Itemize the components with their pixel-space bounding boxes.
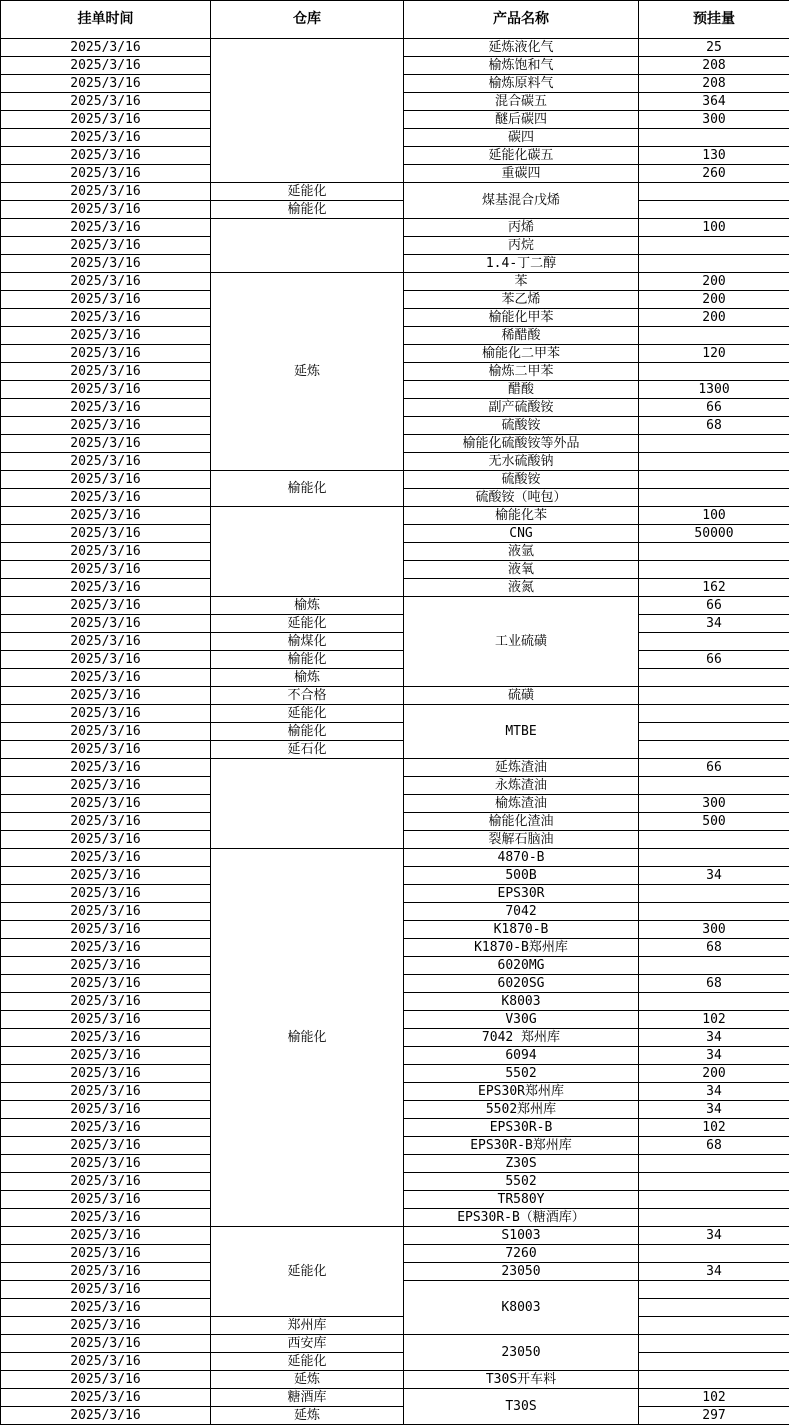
qty-cell (639, 1281, 789, 1299)
product-cell: K8003 (404, 1281, 639, 1335)
date-cell: 2025/3/16 (1, 1389, 211, 1407)
date-cell: 2025/3/16 (1, 489, 211, 507)
qty-cell (639, 255, 789, 273)
date-cell: 2025/3/16 (1, 237, 211, 255)
qty-cell: 25 (639, 39, 789, 57)
product-cell: EPS30R (404, 885, 639, 903)
qty-cell (639, 903, 789, 921)
date-cell: 2025/3/16 (1, 705, 211, 723)
qty-cell (639, 363, 789, 381)
date-cell: 2025/3/16 (1, 453, 211, 471)
warehouse-cell: 榆能化 (211, 201, 404, 219)
qty-cell: 100 (639, 219, 789, 237)
date-cell: 2025/3/16 (1, 345, 211, 363)
qty-cell (639, 1299, 789, 1317)
warehouse-cell: 延炼 (211, 1371, 404, 1389)
qty-cell: 297 (639, 1407, 789, 1425)
qty-cell (639, 669, 789, 687)
table-row (1, 1335, 789, 1353)
table-row (1, 651, 789, 669)
qty-cell: 66 (639, 651, 789, 669)
table-row (1, 687, 789, 705)
warehouse-cell (211, 39, 404, 183)
date-cell: 2025/3/16 (1, 1047, 211, 1065)
date-cell: 2025/3/16 (1, 903, 211, 921)
product-cell: EPS30R郑州库 (404, 1083, 639, 1101)
table-body (1, 39, 789, 1425)
qty-cell (639, 885, 789, 903)
date-cell: 2025/3/16 (1, 1263, 211, 1281)
product-cell: S1003 (404, 1227, 639, 1245)
product-cell: 副产硫酸铵 (404, 399, 639, 417)
product-cell: 7042 郑州库 (404, 1029, 639, 1047)
product-cell: K8003 (404, 993, 639, 1011)
table-row (1, 1227, 789, 1245)
date-cell: 2025/3/16 (1, 777, 211, 795)
product-cell: 苯乙烯 (404, 291, 639, 309)
table-row (1, 759, 789, 777)
qty-cell: 66 (639, 399, 789, 417)
qty-cell (639, 201, 789, 219)
qty-cell: 300 (639, 795, 789, 813)
qty-cell (639, 561, 789, 579)
qty-cell: 34 (639, 1263, 789, 1281)
qty-cell (639, 723, 789, 741)
product-cell: EPS30R-B（糖酒库） (404, 1209, 639, 1227)
table-row (1, 1389, 789, 1407)
date-cell: 2025/3/16 (1, 1119, 211, 1137)
date-cell: 2025/3/16 (1, 885, 211, 903)
qty-cell: 34 (639, 867, 789, 885)
qty-cell: 200 (639, 273, 789, 291)
product-cell: 硫酸铵 (404, 417, 639, 435)
date-cell: 2025/3/16 (1, 147, 211, 165)
warehouse-cell: 郑州库 (211, 1317, 404, 1335)
warehouse-cell: 糖酒库 (211, 1389, 404, 1407)
qty-cell: 68 (639, 939, 789, 957)
header-warehouse: 仓库 (211, 1, 404, 39)
table-row (1, 633, 789, 651)
qty-cell (639, 993, 789, 1011)
product-cell: 混合碳五 (404, 93, 639, 111)
qty-cell: 66 (639, 759, 789, 777)
date-cell: 2025/3/16 (1, 1227, 211, 1245)
product-cell: Z30S (404, 1155, 639, 1173)
warehouse-cell (211, 759, 404, 849)
warehouse-cell: 延能化 (211, 1353, 404, 1371)
warehouse-cell: 延能化 (211, 705, 404, 723)
qty-cell (639, 489, 789, 507)
qty-cell (639, 957, 789, 975)
date-cell: 2025/3/16 (1, 1191, 211, 1209)
date-cell: 2025/3/16 (1, 939, 211, 957)
product-cell: 榆能化硫酸铵等外品 (404, 435, 639, 453)
qty-cell: 34 (639, 1101, 789, 1119)
product-cell: 永炼渣油 (404, 777, 639, 795)
product-cell: 榆炼原料气 (404, 75, 639, 93)
qty-cell: 208 (639, 57, 789, 75)
table-row (1, 1407, 789, 1425)
table-row (1, 723, 789, 741)
product-cell: 工业硫磺 (404, 597, 639, 687)
warehouse-cell: 延能化 (211, 615, 404, 633)
qty-cell: 102 (639, 1119, 789, 1137)
qty-cell: 100 (639, 507, 789, 525)
warehouse-cell: 不合格 (211, 687, 404, 705)
warehouse-cell: 榆煤化 (211, 633, 404, 651)
product-cell: EPS30R-B (404, 1119, 639, 1137)
date-cell: 2025/3/16 (1, 525, 211, 543)
date-cell: 2025/3/16 (1, 849, 211, 867)
table-row (1, 273, 789, 291)
product-cell: 榆炼饱和气 (404, 57, 639, 75)
header-product: 产品名称 (404, 1, 639, 39)
product-cell: 重碳四 (404, 165, 639, 183)
product-cell: 5502 (404, 1173, 639, 1191)
product-cell: 苯 (404, 273, 639, 291)
product-cell: 丙烷 (404, 237, 639, 255)
qty-cell (639, 471, 789, 489)
date-cell: 2025/3/16 (1, 1335, 211, 1353)
qty-cell: 208 (639, 75, 789, 93)
date-cell: 2025/3/16 (1, 417, 211, 435)
date-cell: 2025/3/16 (1, 39, 211, 57)
product-cell: 榆能化甲苯 (404, 309, 639, 327)
date-cell: 2025/3/16 (1, 993, 211, 1011)
product-cell: 榆炼二甲苯 (404, 363, 639, 381)
product-cell: 6094 (404, 1047, 639, 1065)
table-row (1, 471, 789, 489)
date-cell: 2025/3/16 (1, 75, 211, 93)
date-cell: 2025/3/16 (1, 579, 211, 597)
qty-cell: 500 (639, 813, 789, 831)
date-cell: 2025/3/16 (1, 1317, 211, 1335)
qty-cell (639, 1209, 789, 1227)
date-cell: 2025/3/16 (1, 867, 211, 885)
table-row (1, 705, 789, 723)
qty-cell: 300 (639, 921, 789, 939)
header-row (1, 1, 789, 39)
warehouse-cell (211, 507, 404, 597)
qty-cell: 34 (639, 1029, 789, 1047)
qty-cell: 120 (639, 345, 789, 363)
date-cell: 2025/3/16 (1, 687, 211, 705)
product-cell: 煤基混合戊烯 (404, 183, 639, 219)
date-cell: 2025/3/16 (1, 435, 211, 453)
date-cell: 2025/3/16 (1, 1155, 211, 1173)
product-cell: 23050 (404, 1263, 639, 1281)
product-cell: K1870-B (404, 921, 639, 939)
date-cell: 2025/3/16 (1, 471, 211, 489)
qty-cell: 50000 (639, 525, 789, 543)
date-cell: 2025/3/16 (1, 1101, 211, 1119)
table-row (1, 849, 789, 867)
date-cell: 2025/3/16 (1, 1137, 211, 1155)
table-row (1, 1353, 789, 1371)
product-cell: 醋酸 (404, 381, 639, 399)
date-cell: 2025/3/16 (1, 759, 211, 777)
product-cell: 榆能化二甲苯 (404, 345, 639, 363)
table-row (1, 1317, 789, 1335)
product-cell: 1.4-丁二醇 (404, 255, 639, 273)
table-row (1, 201, 789, 219)
qty-cell (639, 687, 789, 705)
product-cell: 5502郑州库 (404, 1101, 639, 1119)
product-cell: 7042 (404, 903, 639, 921)
product-cell: 液氩 (404, 543, 639, 561)
warehouse-cell: 延能化 (211, 1227, 404, 1317)
date-cell: 2025/3/16 (1, 1353, 211, 1371)
product-cell: 4870-B (404, 849, 639, 867)
qty-cell (639, 237, 789, 255)
qty-cell: 200 (639, 1065, 789, 1083)
warehouse-cell: 榆炼 (211, 597, 404, 615)
table-row (1, 1371, 789, 1389)
date-cell: 2025/3/16 (1, 1011, 211, 1029)
date-cell: 2025/3/16 (1, 741, 211, 759)
table-row (1, 507, 789, 525)
date-cell: 2025/3/16 (1, 291, 211, 309)
qty-cell (639, 849, 789, 867)
date-cell: 2025/3/16 (1, 363, 211, 381)
product-cell: 裂解石脑油 (404, 831, 639, 849)
date-cell: 2025/3/16 (1, 1371, 211, 1389)
product-cell: 无水硫酸钠 (404, 453, 639, 471)
qty-cell: 68 (639, 975, 789, 993)
product-cell: K1870-B郑州库 (404, 939, 639, 957)
qty-cell (639, 327, 789, 345)
date-cell: 2025/3/16 (1, 543, 211, 561)
product-cell: 500B (404, 867, 639, 885)
warehouse-cell: 西安库 (211, 1335, 404, 1353)
header-qty: 预挂量 (639, 1, 789, 39)
qty-cell (639, 777, 789, 795)
header-date: 挂单时间 (1, 1, 211, 39)
qty-cell (639, 435, 789, 453)
qty-cell (639, 741, 789, 759)
product-cell: V30G (404, 1011, 639, 1029)
date-cell: 2025/3/16 (1, 327, 211, 345)
date-cell: 2025/3/16 (1, 129, 211, 147)
product-cell: 液氮 (404, 579, 639, 597)
qty-cell (639, 1155, 789, 1173)
product-cell: 23050 (404, 1335, 639, 1371)
warehouse-cell: 榆能化 (211, 723, 404, 741)
date-cell: 2025/3/16 (1, 201, 211, 219)
date-cell: 2025/3/16 (1, 309, 211, 327)
product-cell: 榆能化渣油 (404, 813, 639, 831)
date-cell: 2025/3/16 (1, 57, 211, 75)
date-cell: 2025/3/16 (1, 1209, 211, 1227)
qty-cell: 102 (639, 1011, 789, 1029)
product-cell: T30S开车料 (404, 1371, 639, 1389)
date-cell: 2025/3/16 (1, 255, 211, 273)
table-row (1, 669, 789, 687)
date-cell: 2025/3/16 (1, 723, 211, 741)
qty-cell: 162 (639, 579, 789, 597)
table-row (1, 615, 789, 633)
product-cell: 延能化碳五 (404, 147, 639, 165)
qty-cell (639, 129, 789, 147)
date-cell: 2025/3/16 (1, 975, 211, 993)
date-cell: 2025/3/16 (1, 183, 211, 201)
qty-cell (639, 453, 789, 471)
date-cell: 2025/3/16 (1, 795, 211, 813)
qty-cell (639, 633, 789, 651)
qty-cell: 102 (639, 1389, 789, 1407)
warehouse-cell: 延炼 (211, 273, 404, 471)
date-cell: 2025/3/16 (1, 165, 211, 183)
date-cell: 2025/3/16 (1, 1065, 211, 1083)
date-cell: 2025/3/16 (1, 1407, 211, 1425)
date-cell: 2025/3/16 (1, 1083, 211, 1101)
product-cell: 丙烯 (404, 219, 639, 237)
date-cell: 2025/3/16 (1, 273, 211, 291)
product-cell: 榆能化苯 (404, 507, 639, 525)
table-row (1, 597, 789, 615)
product-cell: TR580Y (404, 1191, 639, 1209)
date-cell: 2025/3/16 (1, 507, 211, 525)
product-cell: 7260 (404, 1245, 639, 1263)
product-cell: 延炼渣油 (404, 759, 639, 777)
qty-cell: 200 (639, 291, 789, 309)
date-cell: 2025/3/16 (1, 381, 211, 399)
date-cell: 2025/3/16 (1, 561, 211, 579)
product-cell: 6020MG (404, 957, 639, 975)
warehouse-cell: 延能化 (211, 183, 404, 201)
qty-cell (639, 1173, 789, 1191)
date-cell: 2025/3/16 (1, 633, 211, 651)
warehouse-cell: 延炼 (211, 1407, 404, 1425)
qty-cell (639, 1371, 789, 1389)
warehouse-cell: 榆能化 (211, 471, 404, 507)
qty-cell: 130 (639, 147, 789, 165)
product-cell: 榆炼渣油 (404, 795, 639, 813)
qty-cell: 66 (639, 597, 789, 615)
product-cell: 液氧 (404, 561, 639, 579)
qty-cell (639, 705, 789, 723)
product-cell: 硫酸铵 (404, 471, 639, 489)
date-cell: 2025/3/16 (1, 1245, 211, 1263)
qty-cell (639, 831, 789, 849)
date-cell: 2025/3/16 (1, 1173, 211, 1191)
product-cell: 硫酸铵（吨包） (404, 489, 639, 507)
product-cell: T30S (404, 1389, 639, 1425)
date-cell: 2025/3/16 (1, 1281, 211, 1299)
table-row (1, 183, 789, 201)
date-cell: 2025/3/16 (1, 597, 211, 615)
warehouse-cell: 延石化 (211, 741, 404, 759)
date-cell: 2025/3/16 (1, 1299, 211, 1317)
product-cell: 延炼液化气 (404, 39, 639, 57)
qty-cell: 34 (639, 615, 789, 633)
date-cell: 2025/3/16 (1, 921, 211, 939)
qty-cell: 260 (639, 165, 789, 183)
qty-cell (639, 1317, 789, 1335)
qty-cell: 300 (639, 111, 789, 129)
product-cell: 醚后碳四 (404, 111, 639, 129)
date-cell: 2025/3/16 (1, 111, 211, 129)
table-row (1, 39, 789, 57)
qty-cell (639, 1191, 789, 1209)
qty-cell: 1300 (639, 381, 789, 399)
date-cell: 2025/3/16 (1, 957, 211, 975)
product-cell: 5502 (404, 1065, 639, 1083)
product-cell: 稀醋酸 (404, 327, 639, 345)
qty-cell: 200 (639, 309, 789, 327)
date-cell: 2025/3/16 (1, 831, 211, 849)
table-row (1, 741, 789, 759)
product-cell: 碳四 (404, 129, 639, 147)
warehouse-cell: 榆能化 (211, 849, 404, 1227)
qty-cell: 364 (639, 93, 789, 111)
qty-cell (639, 1353, 789, 1371)
qty-cell (639, 1335, 789, 1353)
product-cell: EPS30R-B郑州库 (404, 1137, 639, 1155)
date-cell: 2025/3/16 (1, 615, 211, 633)
product-cell: 硫磺 (404, 687, 639, 705)
qty-cell (639, 543, 789, 561)
warehouse-cell (211, 219, 404, 273)
warehouse-cell: 榆能化 (211, 651, 404, 669)
date-cell: 2025/3/16 (1, 219, 211, 237)
product-cell: 6020SG (404, 975, 639, 993)
qty-cell (639, 183, 789, 201)
qty-cell: 34 (639, 1083, 789, 1101)
date-cell: 2025/3/16 (1, 93, 211, 111)
qty-cell: 34 (639, 1227, 789, 1245)
qty-cell: 68 (639, 1137, 789, 1155)
warehouse-cell: 榆炼 (211, 669, 404, 687)
qty-cell: 68 (639, 417, 789, 435)
qty-cell (639, 1245, 789, 1263)
date-cell: 2025/3/16 (1, 1029, 211, 1047)
qty-cell: 34 (639, 1047, 789, 1065)
date-cell: 2025/3/16 (1, 399, 211, 417)
table-row (1, 219, 789, 237)
date-cell: 2025/3/16 (1, 813, 211, 831)
date-cell: 2025/3/16 (1, 669, 211, 687)
product-cell: CNG (404, 525, 639, 543)
product-cell: MTBE (404, 705, 639, 759)
date-cell: 2025/3/16 (1, 651, 211, 669)
